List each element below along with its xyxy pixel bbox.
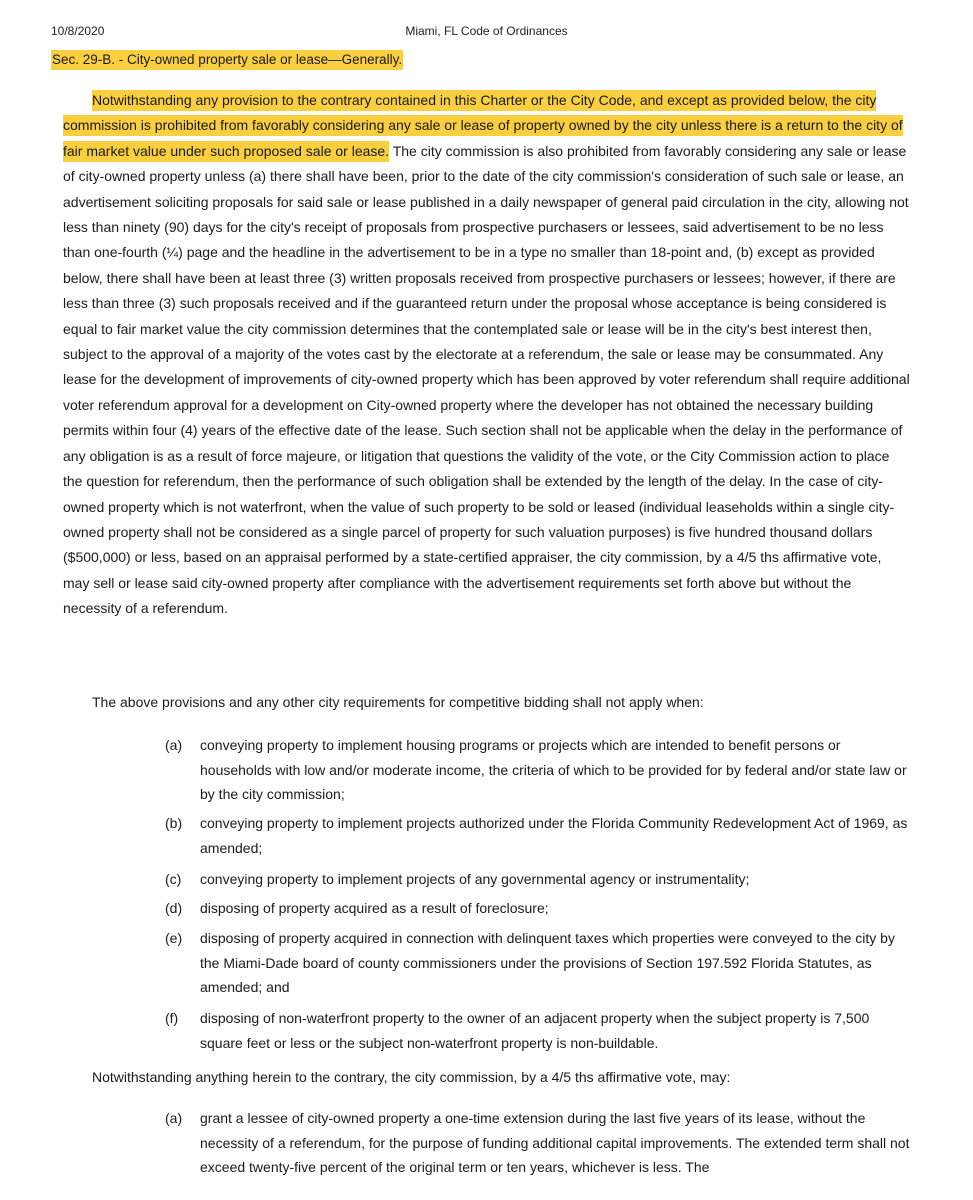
list-letter: (a) [165,1110,183,1126]
section-title-highlight: Sec. 29-B. - City-owned property sale or lease—Generally. [51,50,403,70]
exception-item-e [165,926,915,1000]
list-letter: (e) [165,930,183,946]
exceptions-intro: The above provisions and any other city requirements for competitive bidding shall not apply when: [92,694,704,710]
list-item-text: conveying property to implement projects authorized under the Florida Community Redevelopment Act of 1969, as amended; [200,815,908,856]
list-item-text: disposing of property acquired as a result of foreclosure; [200,900,549,916]
list-letter: (a) [165,737,183,753]
list-item-text: conveying property to implement housing programs or projects which are intended to benefit persons or households with low and/or moderate income, the criteria of which to be provided for by federal and/or state law or by the city commission; [200,737,907,802]
list-letter: (b) [165,815,183,831]
list-item-text: conveying property to implement projects of any governmental agency or instrumentality; [200,871,750,887]
section-body-paragraph [63,88,911,622]
print-date: 10/8/2020 [51,24,105,38]
exception-item-a [165,733,915,807]
list-letter: (d) [165,900,183,916]
exception-item-c [165,867,915,892]
list-item-text: disposing of non-waterfront property to the owner of an adjacent property when the subject property is 7,500 square feet or less or the subject non-waterfront property is non-buildable. [200,1010,870,1051]
highlighted-intro-text: Notwithstanding any provision to the contrary contained in this Charter or the City Code, and except as provided below, the city commission is prohibited from favorably considering any sale or lease of property owned by the city unless there is a return to the city of fair market value under such proposed sale or lease. [63,90,903,162]
exception-item-b [165,811,915,860]
list-letter: (f) [165,1010,179,1026]
list-item-text: disposing of property acquired in connection with delinquent taxes which properties were conveyed to the city by the Miami-Dade board of county commissioners under the provisions of Section 197.592 Florida Statutes, as amended; and [200,930,895,995]
power-item-a [165,1106,915,1180]
document-header-title: Miami, FL Code of Ordinances [405,24,568,38]
section-body-text: The city commission is also prohibited from favorably considering any sale or lease of city-owned property unless (a) there shall have been, prior to the date of the city commission's consideration of such sale or lease, an advertisement soliciting proposals for said sale or lease published in a daily newspaper of general paid circulation in the city, allowing not less than ninety (90) days for the city's receipt of proposals from prospective purchasers or lessees, said advertisement to be no less than one-fourth (¼) page and the headline in the advertisement to be in a type no smaller than 18-point and, (b) except as provided below, there shall have been at least three (3) written proposals received from prospective purchasers or lessees; however, if there are less than three (3) such proposals received and if the guaranteed return under the proposal whose acceptance is being considered is equal to fair market value the city commission determines that the contemplated sale or lease will be in the city's best interest then, subject to the approval of a majority of the votes cast by the electorate at a referendum, the sale or lease may be consummated. Any lease for the development of improvements of city-owned property which has been approved by voter referendum shall require additional voter referendum approval for a development on City-owned property where the developer has not obtained the necessary building permits within four (4) years of the effective date of the lease. Such section shall not be applicable when the delay in the performance of any obligation is as a result of force majeure, or litigation that questions the validity of the vote, or the City Commission action to place the question for referendum, then the performance of such obligation shall be extended by the length of the delay. In the case of city-owned property which is not waterfront, when the value of such property to be sold or leased (individual leaseholds within a single city-owned property shall not be considered as a single parcel of property for such valuation purposes) is five hundred thousand dollars ($500,000) or less, based on an appraisal performed by a state-certified appraiser, the city commission, by a 4/5 ths affirmative vote, may sell or lease said city-owned property after compliance with the advertisement requirements set forth above but without the necessity of a referendum. [63,142,910,617]
section-title [51,49,403,71]
list-letter: (c) [165,871,182,887]
exception-item-d [165,896,915,921]
list-item-text: grant a lessee of city-owned property a one-time extension during the last five years of its lease, without the necessity of a referendum, for the purpose of funding additional capital improvements. The extended term shall not exceed twenty-five percent of the original term or ten years, whichever is less. The [200,1110,910,1175]
exception-item-f [165,1006,915,1055]
powers-intro: Notwithstanding anything herein to the contrary, the city commission, by a 4/5 ths affirmative vote, may: [92,1069,731,1085]
